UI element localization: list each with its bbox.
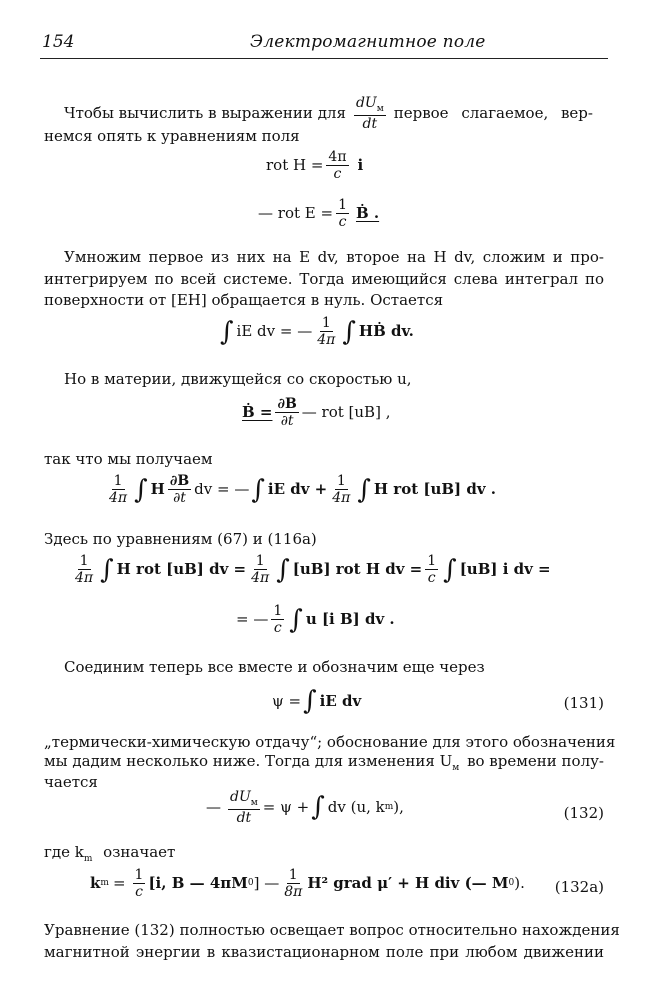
fraction: $\frac{dU_м}{dt}$	[355, 95, 384, 132]
equation-number-132: (132)	[563, 804, 604, 822]
text-span: Чтобы вычислить в выражении для	[64, 103, 346, 122]
header-rule	[40, 58, 608, 59]
text-line: Уравнение (132) полностью освещает вопрос относительно нахождения	[44, 921, 620, 939]
text-line: где $k_m$ означает	[44, 843, 176, 864]
text-line: Но в материи, движущейся со скоростью u,	[64, 370, 412, 388]
text-line: Умножим первое из них на E dv, второе на H dv, сложим и про-	[64, 248, 604, 266]
text-line: Соединим теперь все вместе и обозначим еще через	[64, 658, 485, 676]
text-line: чается	[44, 773, 98, 791]
text-line: немся опять к уравнениям поля	[44, 127, 300, 145]
equation-continuation: = — $\frac{1}{c}$ ∫ u [i B] dv .	[236, 603, 395, 636]
equation-131: ψ = ∫ iE dv	[272, 686, 362, 716]
text-span: первое слагаемое, вер-	[393, 103, 593, 122]
text-line	[64, 96, 593, 131]
text-line: „термически-химическую отдачу“; обоснование для этого обозначения	[44, 733, 616, 751]
text-line: мы дадим несколько ниже. Тогда для изменения $U_м$ во времени полу-	[44, 752, 604, 773]
equation-132: — $\frac{dU_м}{dt}$ = ψ + ∫ dv (u, k m ),	[206, 789, 404, 826]
equation-132a: k m = $\frac{1}{c}$ [i, B — 4πM 0 ] — $\frac{1}{8\pi}$ H² grad μ′ + H div (— M 0 ).	[90, 867, 525, 900]
running-header	[40, 34, 608, 64]
text-line: Здесь по уравнениям (67) и (116а)	[44, 530, 317, 548]
equation-rot-h: rot H = $\frac{4\pi}{c}$ i	[266, 149, 364, 182]
equation-rot-e: — rot E = $\frac{1}{c}$ Ḃ .	[258, 197, 380, 230]
equation-number-132a: (132a)	[554, 878, 604, 896]
equation-integral-ie: ∫ iE dv = — $\frac{1}{4\pi}$ ∫ HḂ dv.	[220, 315, 414, 348]
running-title: Электромагнитное поле	[250, 32, 486, 52]
equation-b-dot: Ḃ = $\frac{\partial B}{\partial t}$ — rot [uB] ,	[242, 396, 391, 429]
text-line: магнитной энергии в квазистационарном поле при любом движении	[44, 943, 604, 961]
equation-number-131: (131)	[563, 694, 604, 712]
text-line: поверхности от [EH] обращается в нуль. Остается	[44, 291, 444, 309]
text-line: так что мы получаем	[44, 450, 213, 468]
text-line: интегрируем по всей системе. Тогда имеющийся слева интеграл по	[44, 270, 604, 288]
equation-rot-identity: $\frac{1}{4\pi}$ ∫ H rot [uB] dv = $\frac{1}{4\pi}$ ∫ [uB] rot H dv = $\frac{1}{c}$ ∫ [uB] i dv =	[75, 553, 551, 586]
equation-energy-balance: $\frac{1}{4\pi}$ ∫ H $\frac{\partial B}{\partial t}$ dv = — ∫ iE dv + $\frac{1}{4\pi}$ ∫ H rot [uB] dv .	[109, 473, 497, 506]
page-number: 154	[42, 32, 75, 52]
